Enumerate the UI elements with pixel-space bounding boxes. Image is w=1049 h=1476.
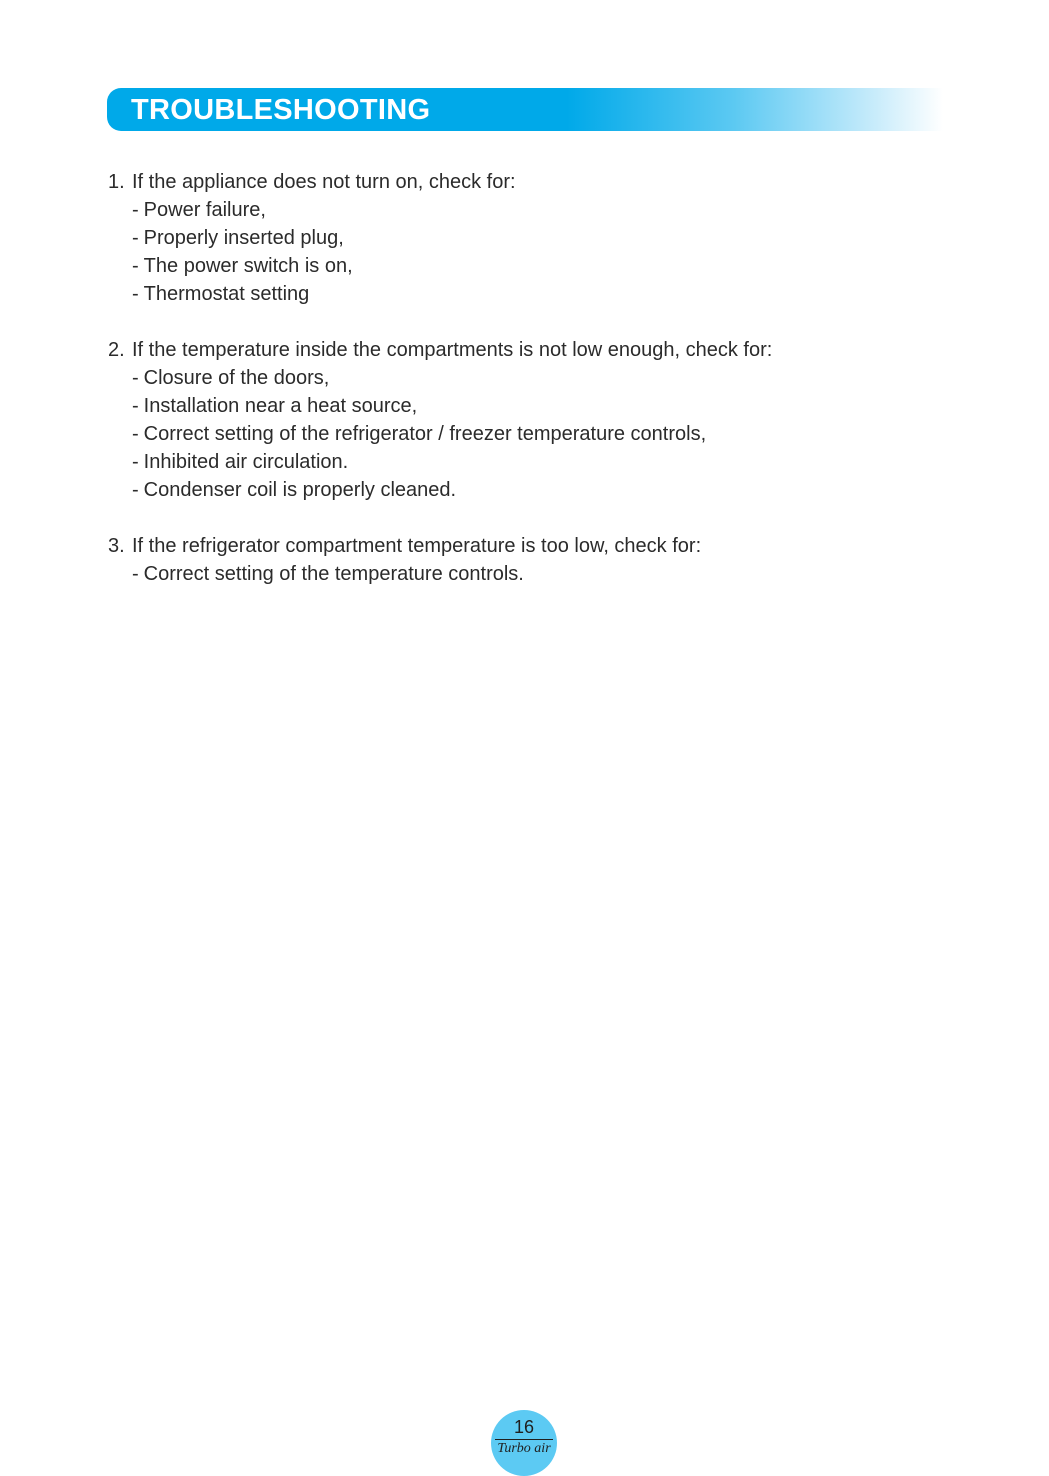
check-item: - Correct setting of the refrigerator / freezer temperature controls, — [132, 423, 707, 445]
section-header-bar — [107, 88, 943, 131]
section-heading — [108, 336, 968, 364]
check-item: - Condenser coil is properly cleaned. — [132, 479, 457, 501]
check-item: - Thermostat setting — [132, 283, 310, 305]
section-number: 3. — [108, 535, 125, 557]
check-item: - Closure of the doors, — [132, 367, 330, 389]
section-heading-text: If the refrigerator compartment temperature is too low, check for: — [132, 535, 702, 557]
check-item: - Installation near a heat source, — [132, 395, 418, 417]
footer-divider — [495, 1439, 553, 1440]
section-heading-text: If the appliance does not turn on, check for: — [132, 171, 516, 193]
section-heading — [108, 168, 968, 196]
brand-logo-text: Turbo air — [497, 1441, 551, 1456]
page-title: TROUBLESHOOTING — [131, 94, 431, 126]
page-number-badge — [491, 1410, 557, 1476]
page-number: 16 — [513, 1417, 535, 1437]
troubleshooting-section-3 — [108, 532, 968, 588]
troubleshooting-content — [108, 168, 968, 616]
check-item: - Power failure, — [132, 199, 266, 221]
troubleshooting-section-1 — [108, 168, 968, 308]
section-heading-text: If the temperature inside the compartments is not low enough, check for: — [132, 339, 773, 361]
section-heading — [108, 532, 968, 560]
check-item: - The power switch is on, — [132, 255, 353, 277]
section-number: 1. — [108, 171, 125, 193]
check-item: - Properly inserted plug, — [132, 227, 344, 249]
section-number: 2. — [108, 339, 125, 361]
check-item: - Inhibited air circulation. — [132, 451, 349, 473]
check-item: - Correct setting of the temperature controls. — [132, 563, 524, 585]
troubleshooting-section-2 — [108, 336, 968, 504]
